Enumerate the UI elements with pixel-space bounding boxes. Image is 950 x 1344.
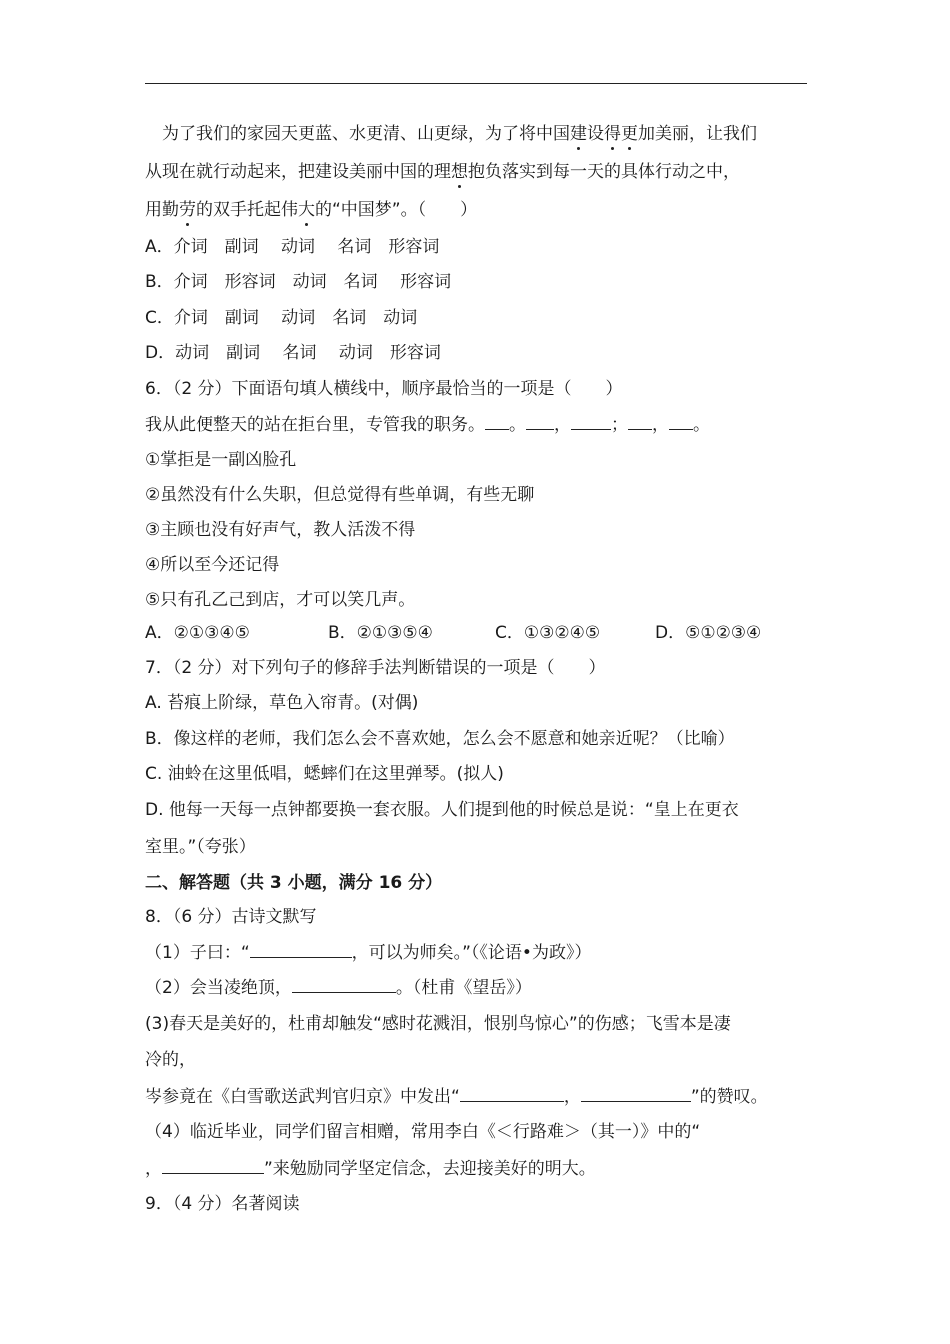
answer-blank[interactable] xyxy=(581,1085,691,1102)
fill-line xyxy=(145,976,532,999)
option-b: B．像这样的老师，我们怎么会不喜欢她，怎么会不愿意和她亲近呢？（比喻） xyxy=(145,729,735,749)
header-rule xyxy=(145,83,807,84)
fill-sentence xyxy=(145,413,710,436)
list-item: ⑤只有孔乙己到店，才可以笑几声。 xyxy=(145,590,416,610)
passage-text: 的“中国梦”。（ ） xyxy=(315,200,478,220)
passage-text: 的双手托起伟 xyxy=(196,200,298,220)
option-d-cont: 室里。”（夸张） xyxy=(145,837,256,857)
list-item: ②虽然没有什么失职，但总觉得有些单调，有些无聊 xyxy=(145,485,535,505)
punct: ， xyxy=(145,1159,162,1179)
option-c: C．①③②④⑤ xyxy=(495,623,601,643)
passage-text: 加美丽，让我们 xyxy=(638,124,757,144)
punct: ； xyxy=(611,415,628,435)
answer-blank[interactable] xyxy=(250,941,352,958)
fill-line xyxy=(145,941,591,964)
list-item: ①掌拒是一副凶脸孔 xyxy=(145,450,297,470)
option-d: D．动词 副词 名词 动词 形容词 xyxy=(145,343,441,363)
fill-line: (3)春天是美好的，杜甫却触发“感时花溅泪，恨别鸟惊心”的伤感；飞雪本是凄 xyxy=(145,1014,731,1034)
passage-text: 从现在就行动起来，把建设美丽中国的理 xyxy=(145,162,451,182)
option-c: C. 油蛉在这里低唱，蟋蟀们在这里弹琴。(拟人) xyxy=(145,764,504,784)
question-stem: 8．（6 分）古诗文默写 xyxy=(145,907,317,927)
dotted-char: 想 xyxy=(451,162,468,182)
dotted-char: 大 xyxy=(298,200,315,220)
section-heading: 二、解答题（共 3 小题，满分 16 分） xyxy=(145,873,443,893)
option-b: B．介词 形容词 动词 名词 形容词 xyxy=(145,272,452,292)
passage-text: 为了我们的家园天更蓝、水更清、山更绿，为了将中国 xyxy=(162,124,570,144)
answer-blank[interactable] xyxy=(162,1157,264,1174)
question-stem: 6．（2 分）下面语句填人横线中，顺序最恰当的一项是（ ） xyxy=(145,379,623,399)
prompt-text: ”的赞叹。 xyxy=(690,1087,768,1107)
sentence-text: 我从此便整天的站在拒台里，专管我的职务。 xyxy=(145,415,485,435)
dotted-char: 得 xyxy=(604,124,621,144)
answer-blank[interactable] xyxy=(485,413,509,430)
list-item: ④所以至今还记得 xyxy=(145,555,280,575)
fill-line: （4）临近毕业，同学们留言相赠，常用李白《＜行路难＞（其一）》中的“ xyxy=(145,1122,701,1142)
option-d: D. 他每一天每一点钟都要换一套衣服。人们提到他的时候总是说：“皇上在更衣 xyxy=(145,800,739,820)
option-c: C．介词 副词 动词 名词 动词 xyxy=(145,308,418,328)
question-stem: 7．（2 分）对下列句子的修辞手法判断错误的一项是（ ） xyxy=(145,658,606,678)
dotted-char: 建 xyxy=(570,124,587,144)
answer-blank[interactable] xyxy=(628,413,652,430)
option-d: D．⑤①②③④ xyxy=(655,623,762,643)
answer-blank[interactable] xyxy=(571,413,611,430)
prompt-text: 岑参竟在《白雪歌送武判官归京》中发出“ xyxy=(145,1087,460,1107)
passage-line xyxy=(145,199,477,221)
answer-blank[interactable] xyxy=(669,413,693,430)
option-a: A．介词 副词 动词 名词 形容词 xyxy=(145,237,440,257)
dotted-char: 更 xyxy=(621,124,638,144)
prompt-text: （1）子曰：“ xyxy=(145,943,250,963)
punct: 。 xyxy=(693,415,710,435)
passage-text: 用勤 xyxy=(145,200,179,220)
punct: 。 xyxy=(509,415,526,435)
option-a: A．②①③④⑤ xyxy=(145,623,250,643)
list-item: ③主顾也没有好声气，教人活泼不得 xyxy=(145,520,416,540)
prompt-text: （2）会当凌绝顶， xyxy=(145,978,292,998)
passage-text: 设 xyxy=(587,124,604,144)
question-stem: 9．（4 分）名著阅读 xyxy=(145,1194,300,1214)
fill-line xyxy=(145,1085,768,1108)
option-a: A. 苔痕上阶绿，草色入帘青。(对偶) xyxy=(145,693,419,713)
fill-line xyxy=(145,1157,596,1180)
fill-line: 冷的， xyxy=(145,1050,196,1070)
dotted-char: 劳 xyxy=(179,200,196,220)
prompt-text: ，可以为师矣。”（《论语•为政》） xyxy=(351,943,592,963)
answer-blank[interactable] xyxy=(526,413,554,430)
passage-text: 抱负落实到每一天的具体行动之中， xyxy=(468,162,740,182)
passage-line xyxy=(145,161,740,183)
answer-blank[interactable] xyxy=(292,976,396,993)
punct: ， xyxy=(652,415,669,435)
option-b: B．②①③⑤④ xyxy=(328,623,433,643)
passage-line xyxy=(162,123,757,145)
prompt-text: ”来勉励同学坚定信念，去迎接美好的明大。 xyxy=(264,1159,596,1179)
answer-blank[interactable] xyxy=(460,1085,564,1102)
punct: ， xyxy=(563,1087,581,1107)
punct: ， xyxy=(554,415,571,435)
prompt-text: 。（杜甫《望岳》） xyxy=(395,978,532,998)
